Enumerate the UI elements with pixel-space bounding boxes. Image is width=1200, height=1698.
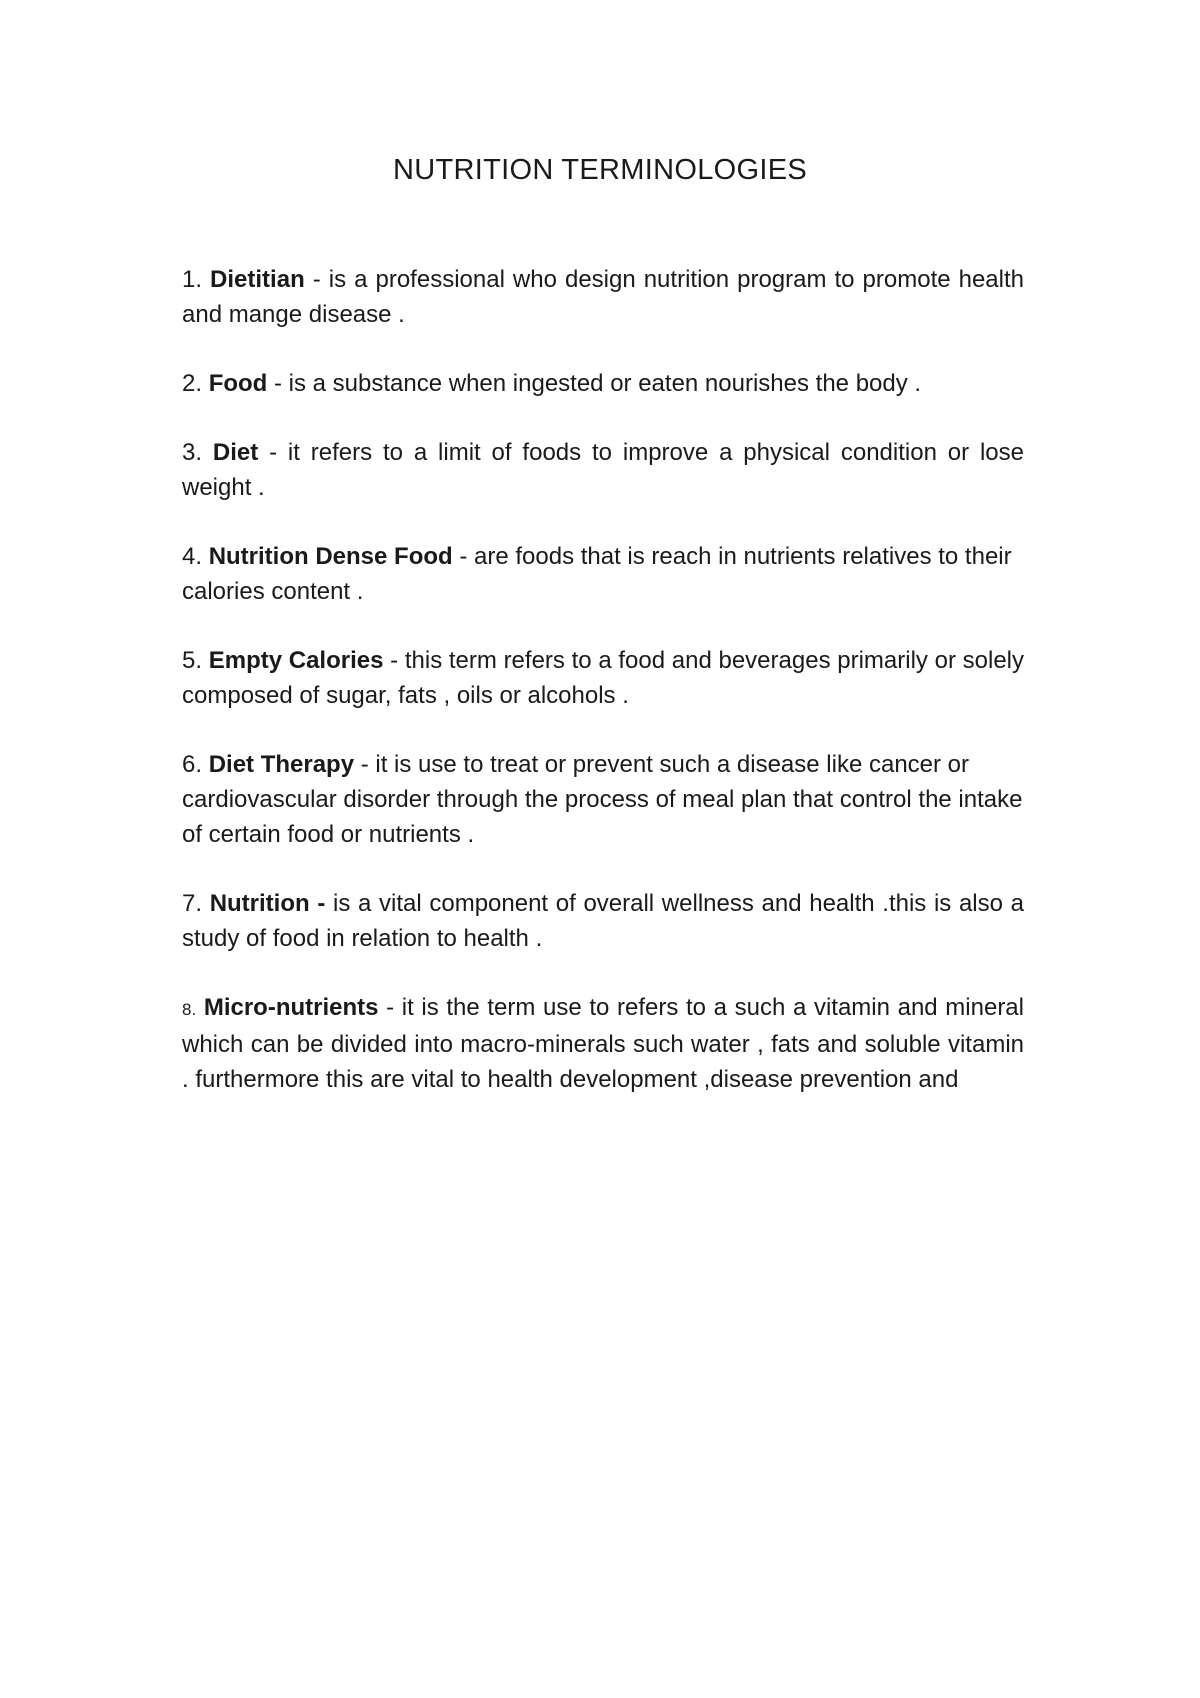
list-item bbox=[182, 886, 1024, 956]
list-item bbox=[182, 643, 1024, 713]
item-definition: - this term refers to a food and beverages primarily or solely composed of sugar, fats , oils or alcohols . bbox=[182, 647, 1025, 709]
item-term: Diet bbox=[212, 439, 259, 466]
item-number: 4. bbox=[182, 543, 203, 570]
item-term: Food bbox=[208, 370, 268, 397]
item-number: 5. bbox=[182, 647, 203, 674]
list-item bbox=[182, 366, 1024, 401]
item-term: Nutrition - bbox=[209, 890, 326, 917]
item-definition: - it is the term use to refers to a such a vitamin and mineral which can be divided into macro-minerals such water , fats and soluble vitamin . furthermore this are vital to health development ,disease prevention and bbox=[182, 994, 1024, 1093]
item-term: Micro-nutrients bbox=[203, 994, 379, 1021]
list-item bbox=[182, 262, 1024, 332]
document-title: NUTRITION TERMINOLOGIES bbox=[392, 154, 807, 186]
item-definition: - is a professional who design nutrition program to promote health and mange disease . bbox=[182, 266, 1024, 328]
item-definition: - is a substance when ingested or eaten nourishes the body . bbox=[267, 370, 922, 397]
item-definition: - it is use to treat or prevent such a disease like cancer or cardiovascular disorder through the process of meal plan that control the intake of certain food or nutrients . bbox=[182, 751, 1023, 848]
terminology-list bbox=[182, 262, 1024, 1131]
item-definition: - it refers to a limit of foods to improve a physical condition or lose weight . bbox=[182, 439, 1024, 501]
item-definition: is a vital component of overall wellness and health .this is also a study of food in relation to health . bbox=[182, 890, 1025, 952]
item-number: 3. bbox=[182, 439, 203, 466]
item-definition: - are foods that is reach in nutrients relatives to their calories content . bbox=[182, 543, 1012, 605]
list-item bbox=[182, 435, 1024, 505]
item-number: 2. bbox=[182, 370, 203, 397]
item-number: 7. bbox=[182, 890, 203, 917]
list-item bbox=[182, 747, 1024, 852]
list-item bbox=[182, 539, 1024, 609]
item-term: Nutrition Dense Food bbox=[208, 543, 453, 570]
item-number: 8. bbox=[182, 1000, 197, 1019]
item-number: 1. bbox=[182, 266, 203, 293]
item-number: 6. bbox=[182, 751, 203, 778]
item-term: Diet Therapy bbox=[208, 751, 355, 778]
item-term: Dietitian bbox=[210, 266, 305, 293]
list-item bbox=[182, 990, 1024, 1097]
item-term: Empty Calories bbox=[208, 647, 384, 674]
